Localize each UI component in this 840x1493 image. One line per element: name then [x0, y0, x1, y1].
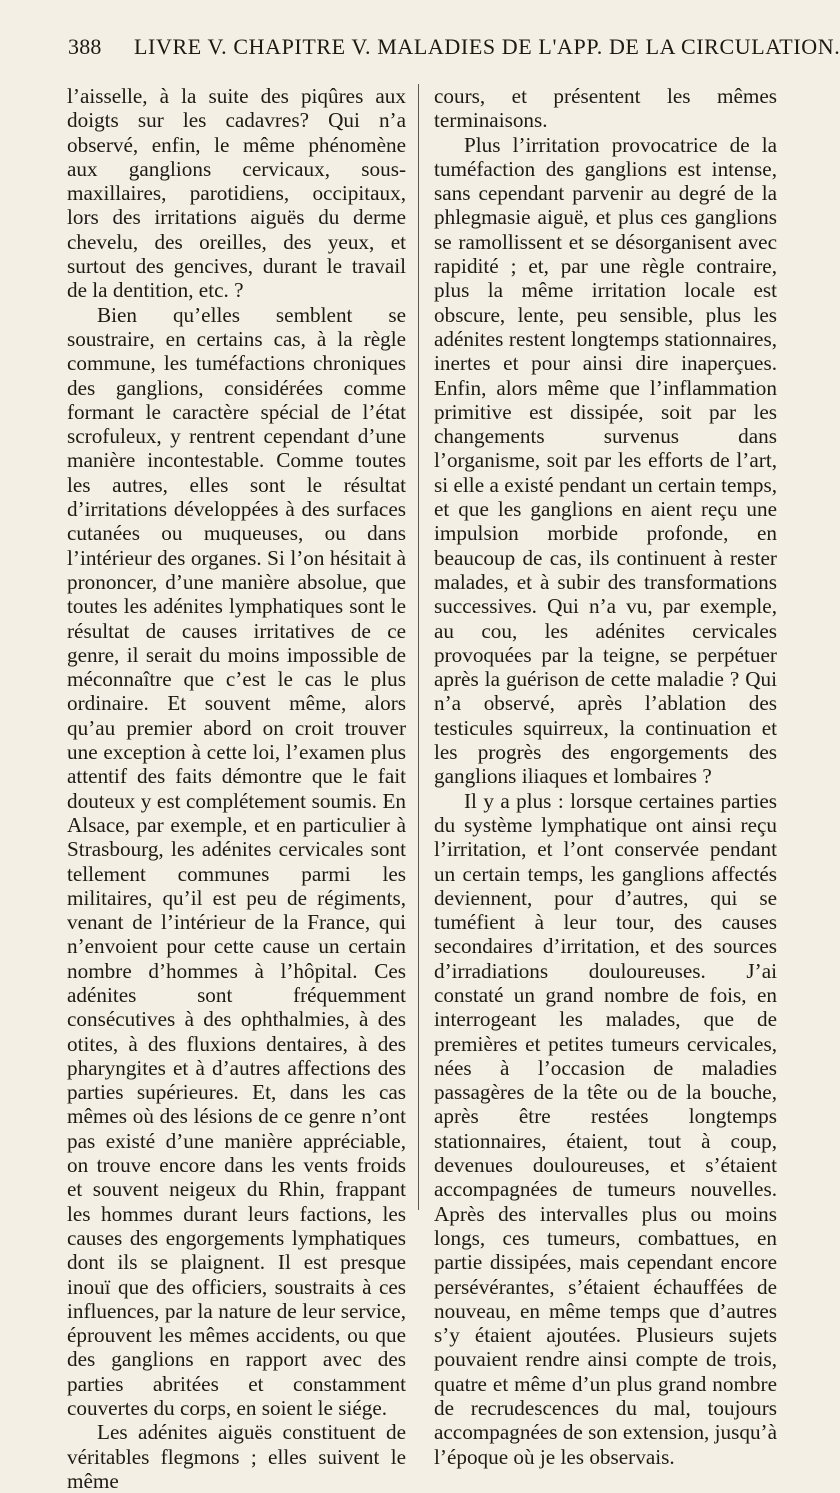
left-text-column [67, 84, 406, 1493]
running-header [68, 34, 840, 60]
page-number: 388 [68, 34, 102, 59]
column-divider [418, 84, 419, 1210]
right-paragraph-3: Il y a plus : lorsque certaines parties du système lymphatique ont ainsi reçu l’irritation, et l’ont conservée pendant un certain temps, les ganglions affectés deviennent, pour d’autres, qui se tuméfient à leur tour, des causes secondaires d’irritation, et des sources d’irradiations douloureuses. J’ai constaté un grand nombre de fois, en interrogeant les malades, que de premières et petites tumeurs cervicales, nées à l’occasion de maladies passagères de la tête ou de la bouche, après être restées longtemps stationnaires, étaient, tout à coup, devenues douloureuses, et s’étaient accompagnées de tumeurs nouvelles. Après des intervalles plus ou moins longs, ces tumeurs, combattues, en partie dissipées, mais cependant encore persévérantes, s’étaient échauffées de nouveau, en même temps que d’autres s’y étaient ajoutées. Plusieurs sujets pouvaient rendre ainsi compte de trois, quatre et même d’un plus grand nombre de recrudescences du mal, toujours accompagnées de son extension, jusqu’à l’époque où je les observais. [434, 788, 778, 1469]
right-text-column [434, 84, 777, 1469]
right-paragraph-2: Plus l’irritation provocatrice de la tuméfaction des ganglions est intense, sans cependant parvenir au degré de la phlegmasie aiguë, et plus ces ganglions se ramollissent et se désorganisent avec rapidité ; et, par une règle contraire, plus la même irritation locale est obscure, lente, peu sensible, plus les adénites restent longtemps stationnaires, inertes et pour ainsi dire inaperçues. Enfin, alors même que l’inflammation primitive est dissipée, soit par les changements survenus dans l’organisme, soit par les efforts de l’art, si elle a existé pendant un certain temps, et que les ganglions en aient reçu une impulsion morbide profonde, en beaucoup de cas, ils continuent à rester malades, et à subir des transformations successives. Qui n’a vu, par exemple, au cou, les adénites cervicales provoquées par la teigne, se perpétuer après la guérison de cette maladie ? Qui n’a observé, après l’ablation des testicules squirreux, la continuation et les progrès des engorgements des ganglions iliaques et lombaires ? [434, 132, 777, 789]
left-paragraph-1: l’aisselle, à la suite des piqûres aux doigts sur les cadavres? Qui n’a observé, enfin, le même phénomène aux ganglions cervicaux, sous-maxillaires, parotidiens, occipitaux, lors des irritations aiguës du derme chevelu, des oreilles, des yeux, et surtout des gencives, durant le travail de la dentition, etc. ? [67, 84, 406, 303]
left-paragraph-2: Bien qu’elles semblent se soustraire, en certains cas, à la règle commune, les tuméfactions chroniques des ganglions, considérées comme formant le caractère spécial de l’état scrofuleux, y rentrent cependant d’une manière incontestable. Comme toutes les autres, elles sont le résultat d’irritations développées à des surfaces cutanées ou muqueuses, ou dans l’intérieur des organes. Si l’on hésitait à prononcer, d’une manière absolue, que toutes les adénites lymphatiques sont le résultat de causes irritatives de ce genre, il serait du moins impossible de méconnaître que c’est le cas le plus ordinaire. Et souvent même, alors qu’au premier abord on croit trouver une exception à cette loi, l’examen plus attentif des faits démontre que le fait douteux y est complétement soumis. En Alsace, par exemple, et en particulier à Strasbourg, les adénites cervicales sont tellement communes parmi les militaires, qu’il est peu de régiments, venant de l’intérieur de la France, qui n’envoient pour cette cause un certain nombre d’hommes à l’hôpital. Ces adénites sont fréquemment consécutives à des ophthalmies, à des otites, à des fluxions dentaires, à des pharyngites et à d’autres affections des parties supérieures. Et, dans les cas mêmes où des lésions de ce genre n’ont pas existé d’une manière appréciable, on trouve encore dans les vents froids et souvent neigeux du Rhin, frappant les hommes durant leurs factions, les causes des engorgements lymphatiques dont ils se plaignent. Il est presque inouï que des officiers, soustraits à ces influences, par la nature de leur service, éprouvent les mêmes accidents, ou que des ganglions en rapport avec des parties abritées et constamment couvertes du corps, en soient le siége. [67, 302, 406, 1421]
running-title: LIVRE V. CHAPITRE V. MALADIES DE L'APP. DE LA CIRCULATION. [134, 34, 840, 59]
left-paragraph-3: Les adénites aiguës constituent de véritables flegmons ; elles suivent le même [67, 1420, 406, 1493]
right-paragraph-1: cours, et présentent les mêmes terminaisons. [434, 84, 777, 133]
